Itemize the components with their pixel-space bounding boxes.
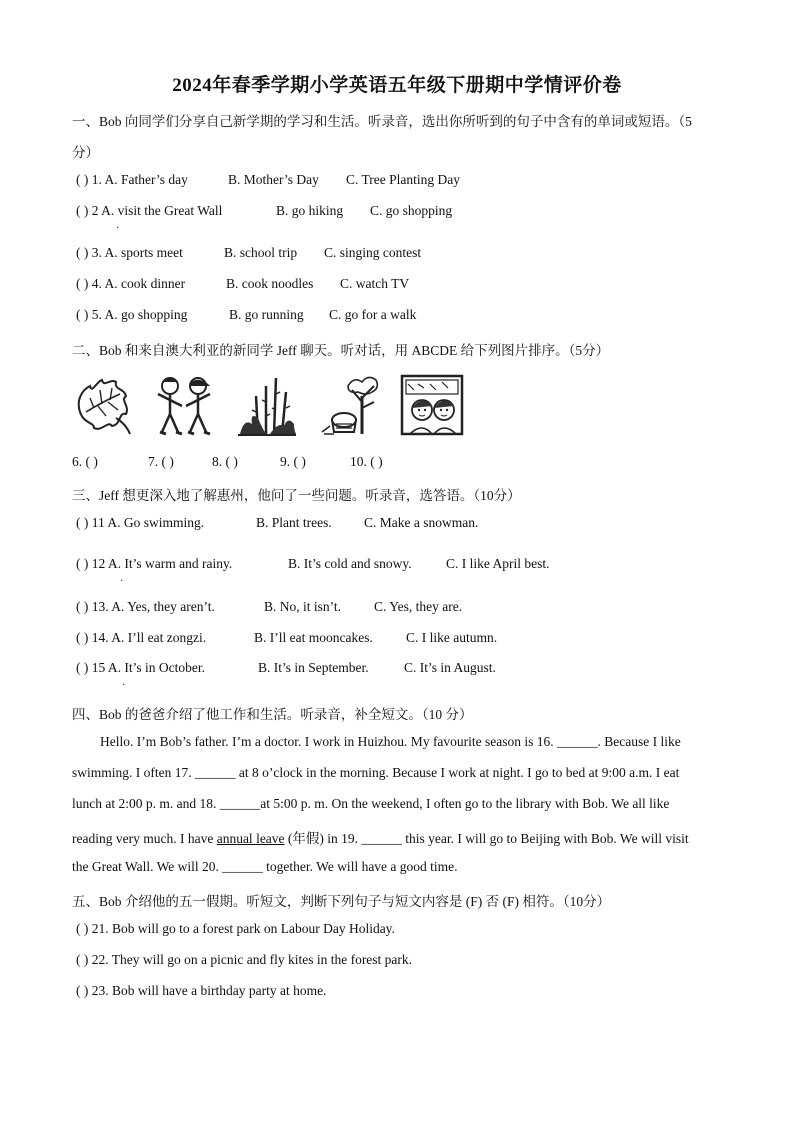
q15-option-c: C. It’s in August. [404, 660, 496, 675]
section-1-heading-cont: 分） [72, 145, 99, 160]
blank-9: 9. ( ) [280, 454, 306, 469]
q5-option-c: C. go for a walk [329, 307, 417, 322]
q4-option-a: ( ) 4. A. cook dinner [76, 276, 186, 291]
question-15 [76, 660, 496, 676]
q2-option-a: ( ) 2 A. visit the Great Wall [76, 203, 223, 218]
q15-option-a: ( ) 15 A. It’s in October. [76, 660, 205, 675]
q14-option-a: ( ) 14. A. I’ll eat zongzi. [76, 630, 207, 645]
q2-option-c: C. go shopping [370, 203, 453, 218]
blank-6: 6. ( ) [72, 454, 98, 469]
blank-8: 8. ( ) [212, 454, 238, 469]
picture-bamboo [236, 372, 298, 438]
q14-option-b: B. I’ll eat mooncakes. [254, 630, 373, 645]
q15-option-b: B. It’s in September. [258, 660, 369, 675]
q3-option-c: C. singing contest [324, 245, 422, 260]
picture-tree-basket [318, 372, 382, 438]
q3-option-a: ( ) 3. A. sports meet [76, 245, 183, 260]
passage-line-4-a: reading very much. I have [72, 831, 217, 846]
passage-line-4 [72, 827, 722, 847]
q11-option-a: ( ) 11 A. Go swimming. [76, 515, 205, 530]
section-5-heading: 五、Bob 介绍他的五一假期。听短文，判断下列句子与短文内容是 (F) 否 (F) 相符。（10分） [72, 894, 611, 909]
q13-option-a: ( ) 13. A. Yes, they aren’t. [76, 599, 215, 614]
q3-option-b: B. school trip [224, 245, 298, 260]
passage-line-4-b: (年假) in 19. ______ this year. I will go to Beijing with Bob. We will visit [284, 831, 689, 846]
q13-option-b: B. No, it isn’t. [264, 599, 342, 614]
q11-option-b: B. Plant trees. [256, 515, 332, 530]
q14-option-c: C. I like autumn. [406, 630, 498, 645]
exam-title: 2024年春季学期小学英语五年级下册期中学情评价卷 [172, 75, 622, 96]
picture-kids [152, 372, 216, 438]
question-2 [76, 203, 452, 219]
question-5 [76, 307, 416, 323]
question-4 [76, 276, 409, 292]
section-1-heading: 一、Bob 向同学们分享自己新学期的学习和生活。听录音，选出你所听到的句子中含有的单词或短语。（5 [72, 114, 692, 129]
section-3-heading: 三、Jeff 想更深入地了解惠州，他问了一些问题。听录音，选答语。（10分） [72, 488, 521, 503]
q12-option-a: ( ) 12 A. It’s warm and rainy. [76, 556, 233, 571]
question-13 [76, 599, 462, 615]
q13-option-c: C. Yes, they are. [374, 599, 463, 614]
question-11 [76, 515, 478, 531]
q4-option-b: B. cook noodles [226, 276, 314, 291]
annual-leave-term: annual leave [216, 831, 285, 846]
passage-line-5: the Great Wall. We will 20. ______ together. We will have a good time. [72, 859, 458, 874]
question-1 [76, 172, 460, 188]
section-4-heading: 四、Bob 的爸爸介绍了他工作和生活。听录音，补全短文。（10 分） [72, 707, 473, 722]
question-12 [76, 556, 550, 572]
q4-option-c: C. watch TV [340, 276, 410, 291]
blank-10: 10. ( ) [350, 454, 383, 469]
q12-option-c: C. I like April best. [446, 556, 550, 571]
question-23: ( ) 23. Bob will have a birthday party at home. [76, 983, 327, 998]
section-2-heading: 二、Bob 和来自澳大利亚的新同学 Jeff 聊天。听对话，用 ABCDE 给下列图片排序。（5分） [72, 343, 610, 358]
question-3 [76, 245, 421, 261]
q12-option-b: B. It’s cold and snowy. [288, 556, 412, 571]
passage-line-1: Hello. I’m Bob’s father. I’m a doctor. I work in Huizhou. My favourite season is 16. ______. Because I like [100, 734, 681, 749]
mark-dot: · [122, 680, 126, 691]
q11-option-c: C. Make a snowman. [364, 515, 479, 530]
q5-option-b: B. go running [229, 307, 304, 322]
picture-leaf [72, 372, 134, 438]
q2-option-b: B. go hiking [276, 203, 344, 218]
mark-dot: · [116, 223, 120, 234]
picture-answer-blanks [72, 454, 383, 470]
q1-option-b: B. Mother’s Day [228, 172, 319, 187]
q5-option-a: ( ) 5. A. go shopping [76, 307, 188, 322]
question-14 [76, 630, 497, 646]
picture-portrait [400, 372, 466, 438]
mark-dot: · [120, 576, 124, 587]
blank-7: 7. ( ) [148, 454, 174, 469]
question-22: ( ) 22. They will go on a picnic and fly kites in the forest park. [76, 952, 413, 967]
passage-line-2: swimming. I often 17. ______ at 8 o’clock in the morning. Because I work at night. I go to bed at 9:00 a.m. I eat [72, 765, 680, 780]
passage-line-3: lunch at 2:00 p. m. and 18. ______at 5:00 p. m. On the weekend, I often go to the library with Bob. We all like [72, 796, 670, 811]
q1-option-a: ( ) 1. A. Father’s day [76, 172, 188, 187]
q1-option-c: C. Tree Planting Day [346, 172, 461, 187]
question-21: ( ) 21. Bob will go to a forest park on Labour Day Holiday. [76, 921, 395, 936]
